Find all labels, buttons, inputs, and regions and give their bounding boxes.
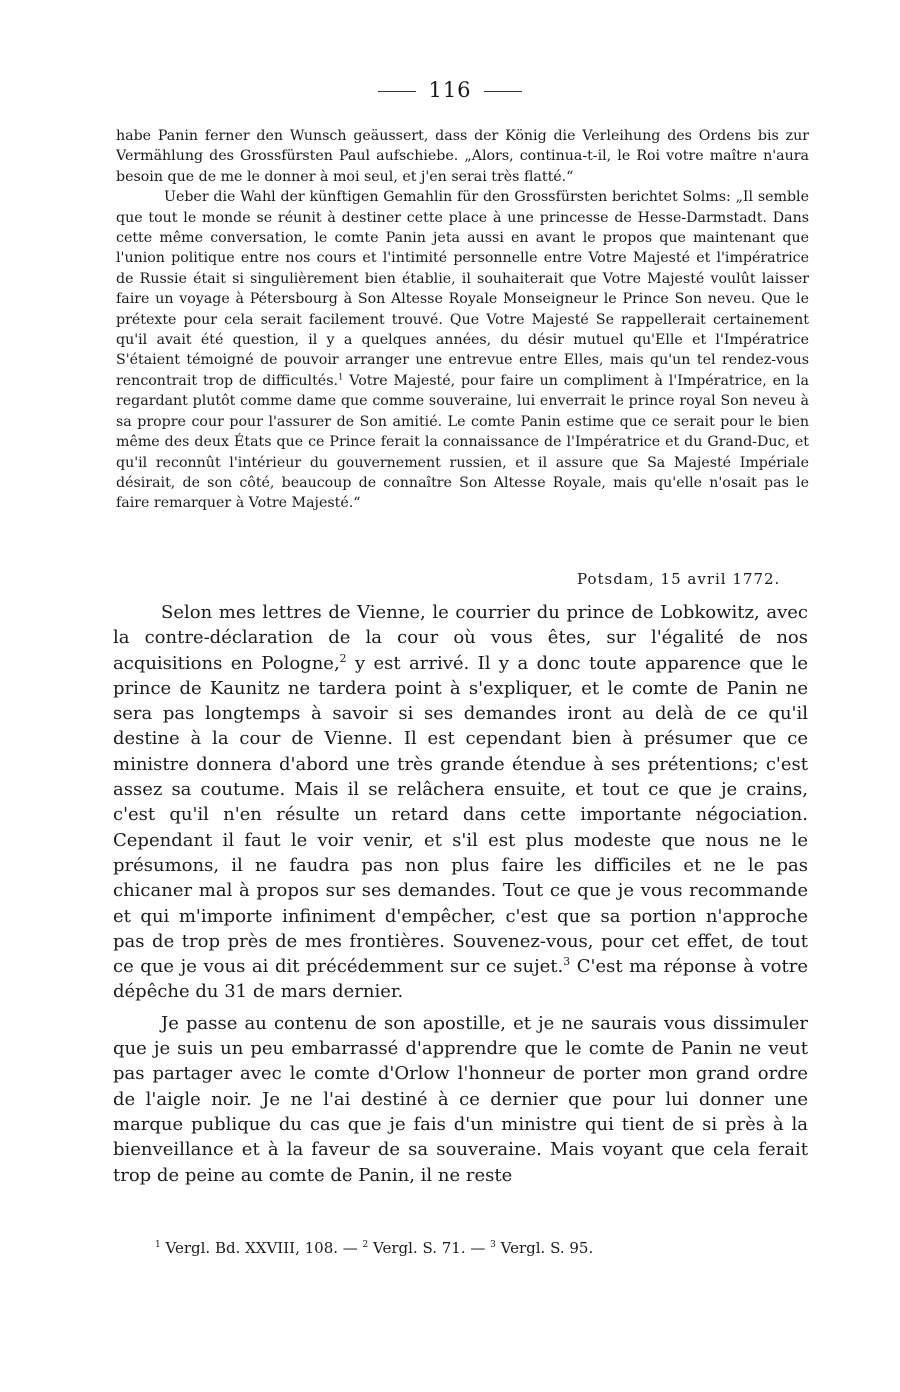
- footnote-2-marker: 2: [362, 1240, 369, 1250]
- letter-paragraph-2: Je passe au contenu de son apostille, et je ne saurais vous dissimuler que je suis un peu embarrassé d'apprendre que le comte de Panin ne veut pas partager avec le comte d'Orlow l'honneur de porter mon grand ordre de l'aigle noir. Je ne l'ai destiné à ce dernier que pour lui donner une marque publique du cas que je fais d'un ministre qui tient de si près à la bienveillance et à la faveur de sa souveraine. Mais voyant que cela ferait trop de peine au comte de Panin, il ne reste: [113, 1012, 808, 1186]
- letter-text-c: C'est ma réponse à votre dépêche du 31 de mars dernier.: [113, 956, 808, 1003]
- letter-text-a: Selon mes lettres de Vienne, le courrier du prince de Lobkowitz, avec la contre-déclaration de la cour où vous êtes, sur l'égalité de nos acquisitions en Pologne,: [113, 602, 808, 674]
- footnote-marker-2: 2: [339, 651, 347, 665]
- dateline: Potsdam, 15 avril 1772.: [577, 570, 781, 588]
- footnote-1-text: Vergl. Bd. XXVIII, 108. —: [160, 1239, 363, 1257]
- editorial-note: [116, 126, 809, 514]
- editorial-text-b: Votre Majesté, pour faire un compliment à l'Impératrice, en la regardant plutôt comme dame que comme souveraine, lui enverrait le prince royal Son neveu à sa propre cour pour l'assurer de Son amitié. Le comte Panin estime que ce serait pour le bien même des deux États que ce Prince ferait la connaissance de l'Impératrice et du Grand-Duc, et qu'il reconnût l'intérieur du gouvernement russien, et il assure que Sa Majesté Impériale désirait, de son côté, beaucoup de connaître Son Altesse Royale, mais qu'elle n'osait pas le faire remarquer à Votre Majesté.“: [116, 372, 810, 512]
- page-number: [0, 78, 900, 102]
- footnote-3-marker: 3: [490, 1240, 496, 1250]
- footnote-3-text: Vergl. S. 95.: [495, 1239, 594, 1257]
- editorial-text-a: Ueber die Wahl der künftigen Gemahlin für den Grossfürsten berichtet Solms: „Il semble que tout le monde se réunit à destiner cette place à une princesse de Hesse-Darmstadt. Dans cette même conversation, le comte Panin jeta aussi en avant le propos que maintenant que l'union politique entre nos cours et l'intimité personnelle entre Votre Majesté et l'impératrice de Russie était si singulièrement bien établie, il souhaiterait que Votre Majesté voulût laisser faire un voyage à Pétersbourg à Son Altesse Royale Monseigneur le Prince Son neveu. Que le prétexte pour cela serait facilement trouvé. Que Votre Majesté Se rappellerait certainement qu'il avait été question, il y a quelques années, du désir mutuel qu'Elle et l'Impératrice S'étaient témoigné de pouvoir arranger une entrevue entre Elles, mais qu'un tel rendez-vous rencontrait trop de difficultés.: [116, 189, 809, 389]
- letter-paragraph-1: [113, 600, 808, 1005]
- footnote-2-text: Vergl. S. 71. —: [368, 1239, 491, 1257]
- editorial-paragraph-1: habe Panin ferner den Wunsch geäussert, dass der König die Verleihung des Ordens bis zur Vermählung des Grossfürsten Paul aufschiebe. „Alors, continua-t-il, le Roi votre maître n'aura besoin que de me le donner à moi seul, et j'en serai très flatté.“: [116, 128, 809, 185]
- header-rule-left: [378, 91, 416, 92]
- editorial-paragraph-2: [116, 187, 809, 514]
- footnote-marker-3: 3: [563, 955, 571, 969]
- letter-text-b: y est arrivé. Il y a donc toute apparence que le prince de Kaunitz ne tardera point à s'expliquer, et le comte de Panin ne sera pas longtemps à savoir si ses demandes iront au delà de ce qu'il destine à la cour de Vienne. Il est cependant bien à présumer que ce ministre donnera d'abord une très grande étendue à ses prétentions; c'est assez sa coutume. Mais il se relâchera ensuite, et tout ce que je crains, c'est qu'il n'en résulte un retard dans cette importante négociation. Cependant il faut le voir venir, et s'il est plus modeste que nous ne le présumons, il ne faudra pas non plus faire les difficiles et ne le pas chicaner mal à propos sur ses demandes. Tout ce que je vous recommande et qui m'importe infiniment d'empêcher, c'est que sa portion n'approche pas de trop près de mes frontières. Souvenez-vous, pour cet effet, de tout ce que je vous ai dit précédemment sur ce sujet.: [113, 652, 808, 978]
- footnote-marker-1: 1: [338, 372, 344, 383]
- footnotes: [155, 1239, 593, 1257]
- header-rule-right: [484, 91, 522, 92]
- page-number-text: 116: [428, 78, 472, 102]
- footnote-1-marker: 1: [155, 1240, 161, 1250]
- letter-body: [113, 600, 808, 1188]
